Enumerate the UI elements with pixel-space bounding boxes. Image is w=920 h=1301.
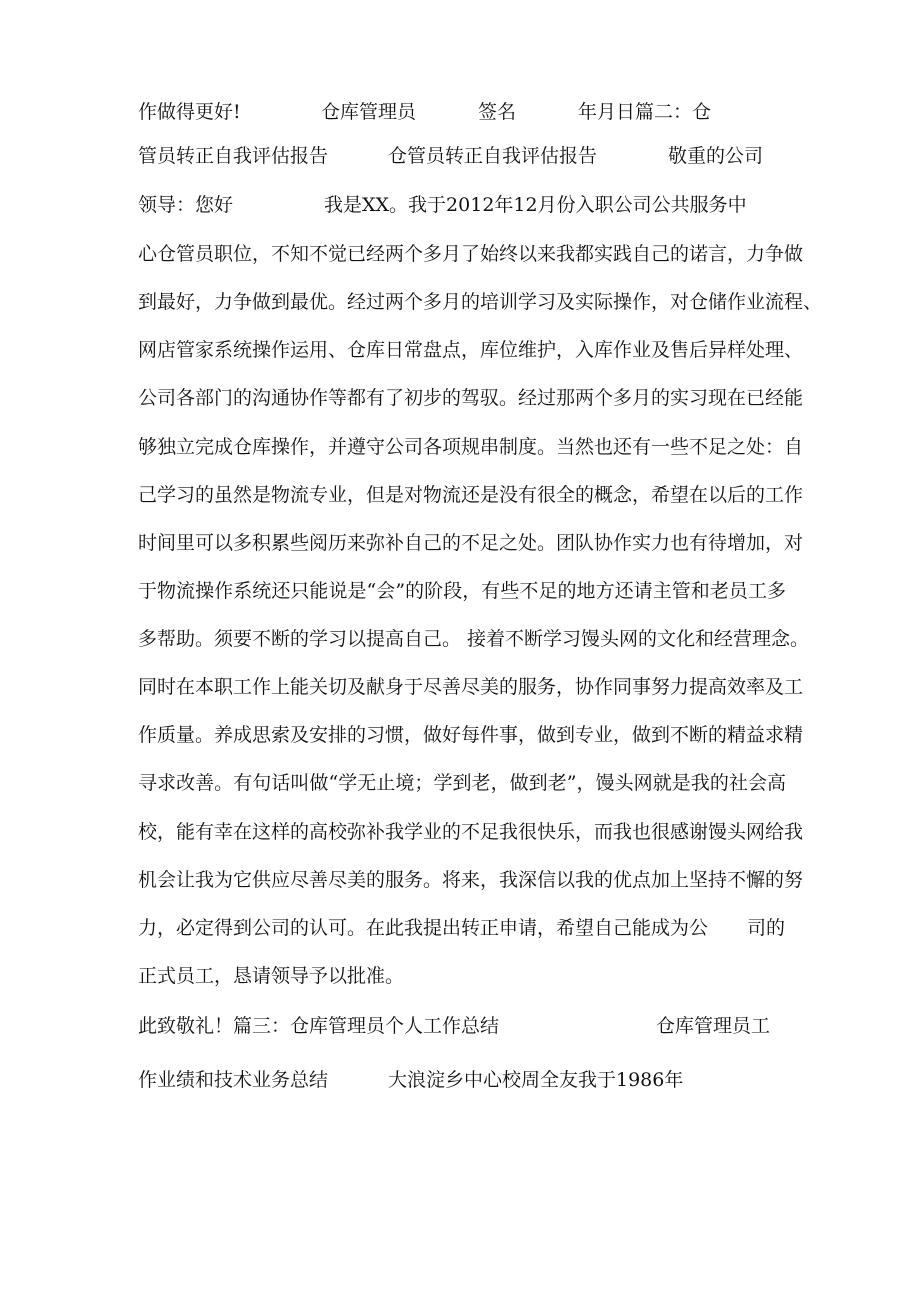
header-text: 我是XX。我于2012年12月份入职公司公共服务中: [324, 194, 747, 216]
header-text: 敬重的公司: [668, 145, 764, 167]
paragraph-line: 作质量。养成思索及安排的习惯，做好每件事，做到专业，做到不断的精益求精: [138, 724, 804, 746]
paragraph-line: 己学习的虽然是物流专业，但是对物流还是没有很全的概念，希望在以后的工作: [138, 484, 804, 506]
paragraph-line: 多帮助。须要不断的学习以提高自己。 接着不断学习馒头网的文化和经营理念。: [138, 628, 810, 650]
header-text: 签名: [478, 101, 517, 123]
header-text: 领导：您好: [138, 194, 234, 216]
paragraph-line: 寻求改善。有句话叫做“学无止境；学到老，做到老”，馒头网就是我的社会高: [138, 772, 786, 794]
footer-text: 作业绩和技术业务总结: [138, 1069, 329, 1091]
header-text: 管员转正自我评估报告: [138, 145, 329, 167]
paragraph-line: 时间里可以多积累些阅历来弥补自己的不足之处。团队协作实力也有待增加，对: [138, 532, 804, 554]
paragraph-line: 网店管家系统操作运用、仓库日常盘点，库位维护，入库作业及售后异样处理、: [138, 339, 804, 361]
header-text: 年月日篇二：仓: [578, 101, 712, 123]
paragraph-line: 公司各部门的沟通协作等都有了初步的驾驭。经过那两个多月的实习现在已经能: [138, 387, 804, 409]
paragraph-line: 够独立完成仓库操作，并遵守公司各项规串制度。当然也还有一些不足之处：自: [138, 436, 804, 458]
footer-text: 此致敬礼！篇三：仓库管理员个人工作总结: [138, 1015, 500, 1037]
paragraph-line: 到最好，力争做到最优。经过两个多月的培训学习及实际操作，对仓储作业流程、: [138, 291, 823, 313]
paragraph-closing-line: 正式员工，恳请领导予以批准。: [138, 965, 405, 987]
paragraph-line: 于物流操作系统还只能说是“会”的阶段，有些不足的地方还请主管和老员工多: [138, 580, 786, 602]
footer-text: 大浪淀乡中心校周全友我于1986年: [388, 1069, 684, 1091]
header-text: 作做得更好!: [138, 101, 241, 123]
footer-text: 仓库管理员工: [656, 1015, 771, 1037]
paragraph-fragment: 力，必定得到公司的认可。在此我提出转正申请，希望自己能成为公: [138, 917, 709, 939]
paragraph-line: 机会让我为它供应尽善尽美的服务。将来，我深信以我的优点加上坚持不懈的努: [138, 869, 804, 891]
paragraph-line: 校，能有幸在这样的高校弥补我学业的不足我很快乐，而我也很感谢馒头网给我: [138, 821, 804, 843]
header-text: 仓管员转正自我评估报告: [388, 145, 598, 167]
paragraph-line: 心仓管员职位，不知不觉已经两个多月了始终以来我都实践自己的诺言，力争做: [138, 243, 804, 265]
header-text: 仓库管理员: [321, 101, 417, 123]
paragraph-line: 同时在本职工作上能关切及献身于尽善尽美的服务，协作同事努力提高效率及工: [138, 676, 804, 698]
paragraph-fragment: 司的: [747, 917, 786, 939]
